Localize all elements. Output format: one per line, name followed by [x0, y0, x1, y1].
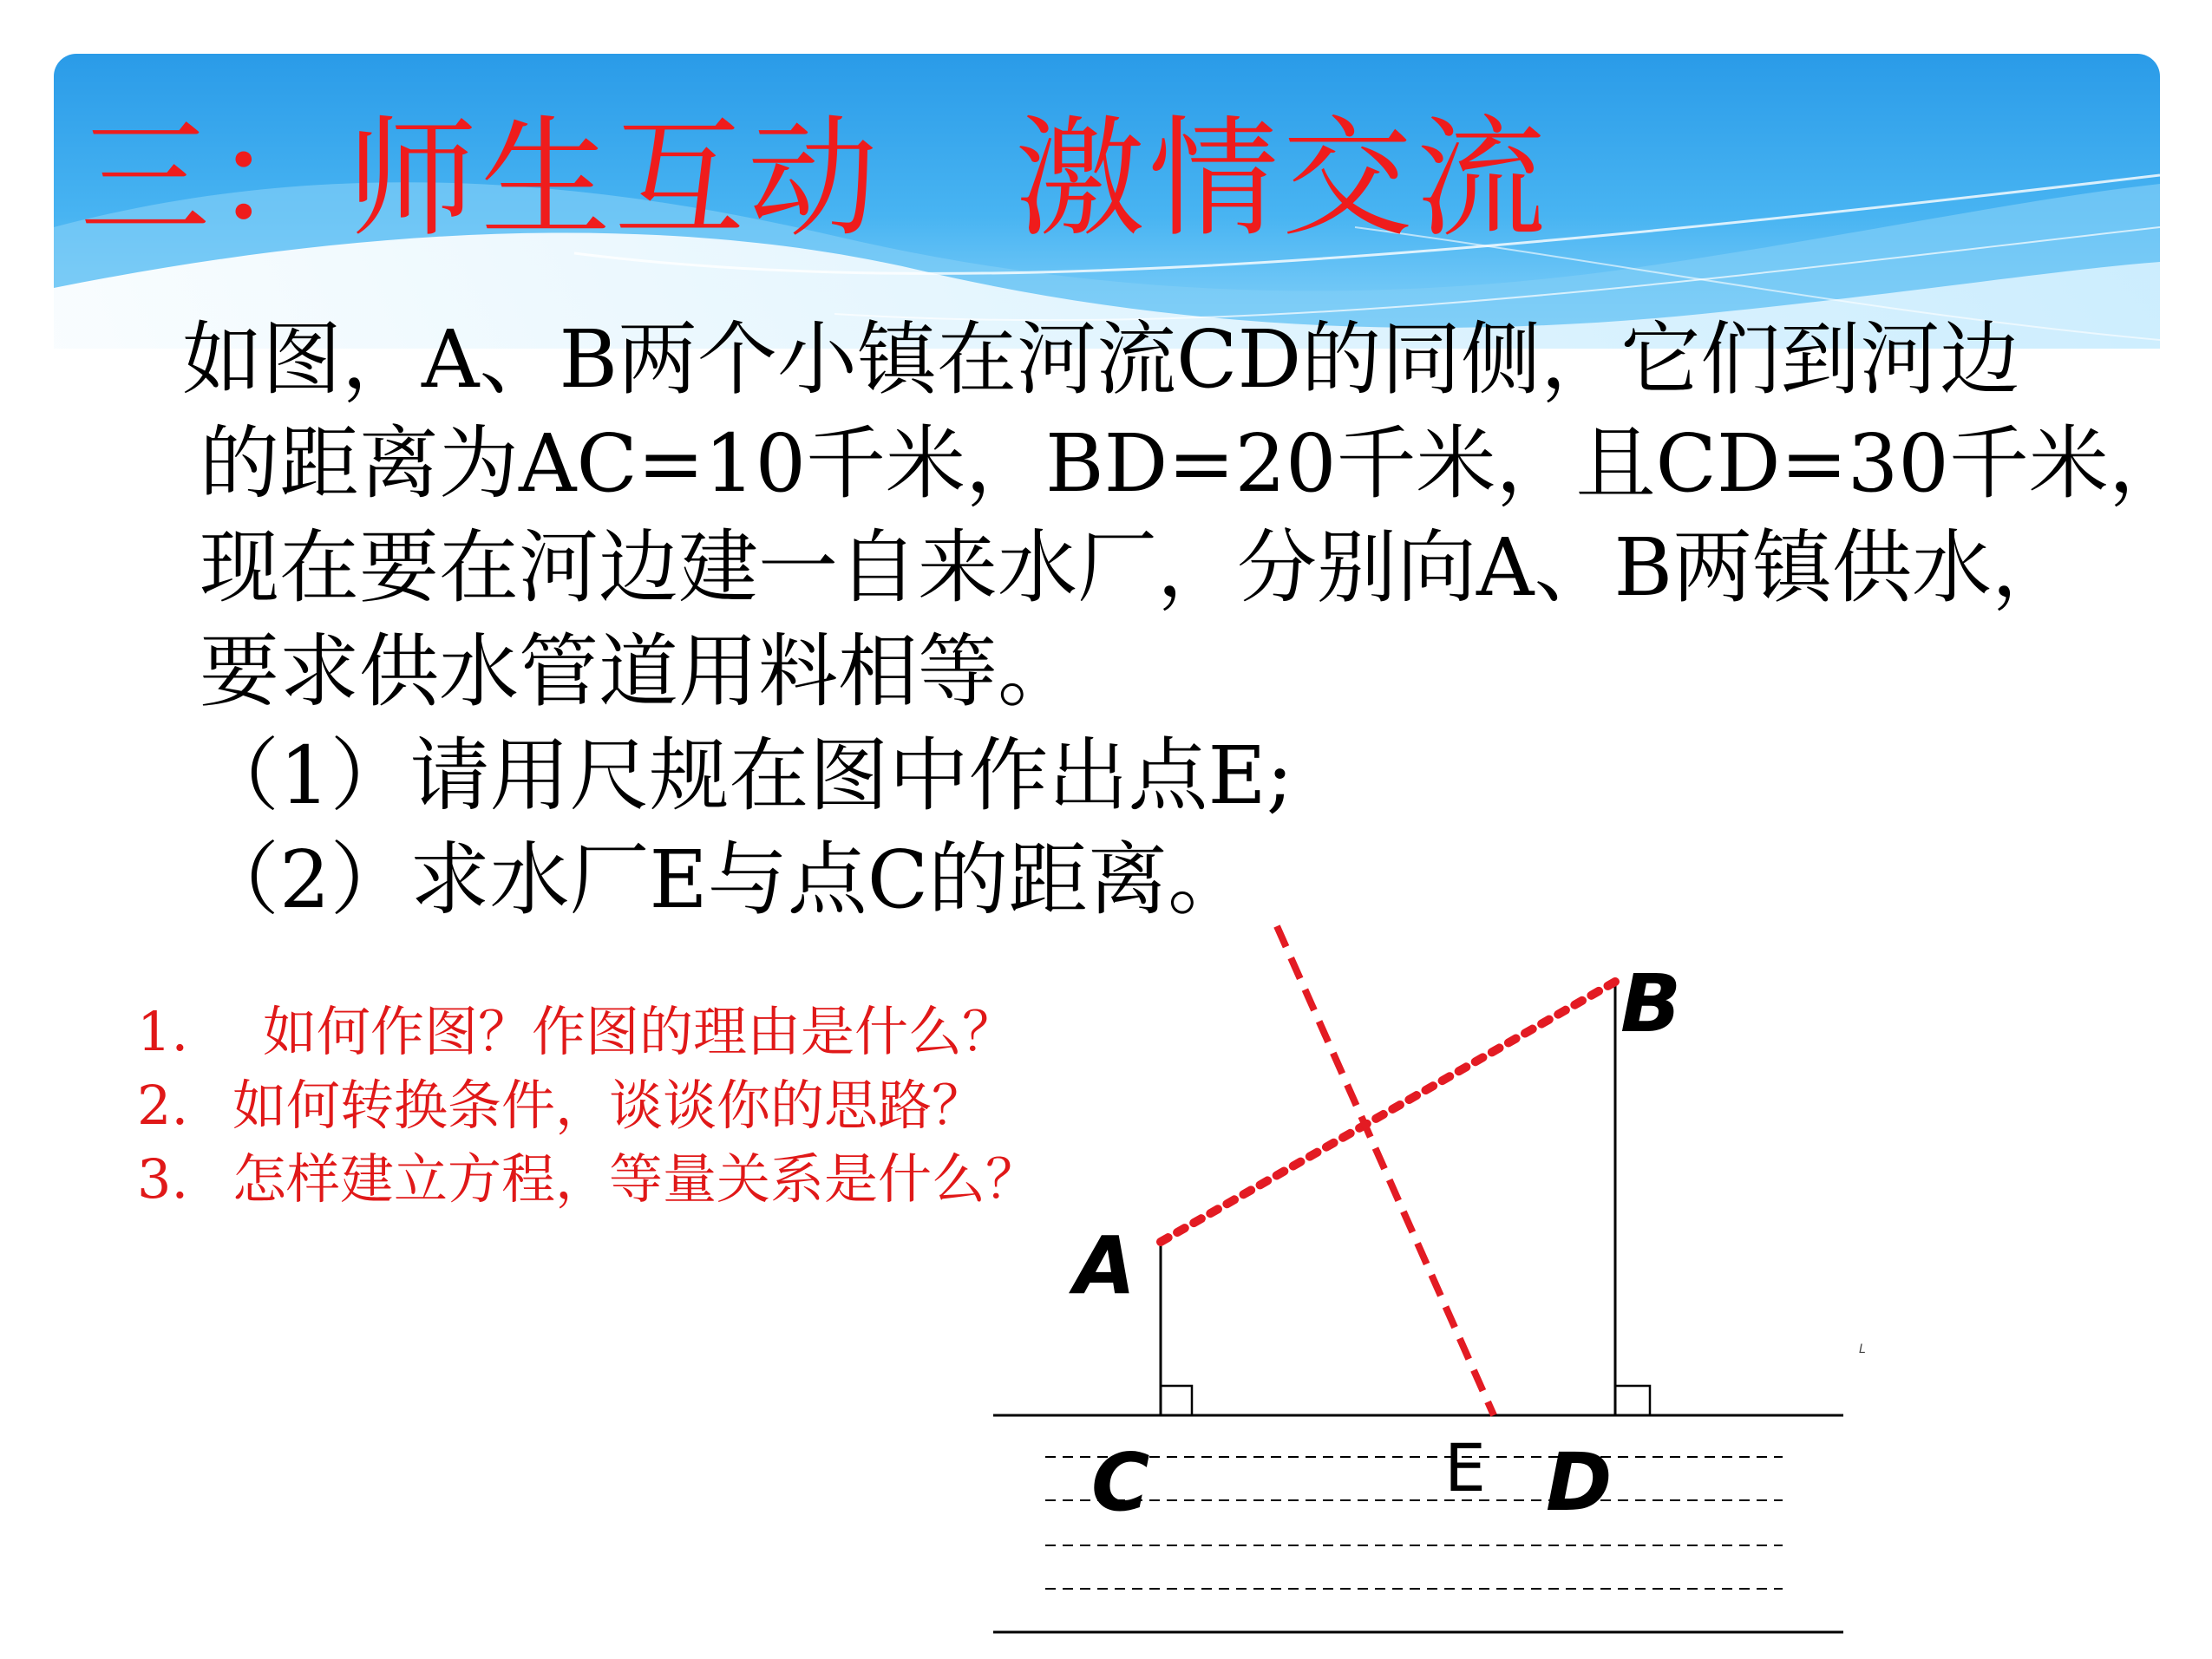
right-angle-mark-c: [1161, 1386, 1192, 1415]
question-text: 如何转换条件，谈谈你的思路？: [232, 1074, 986, 1137]
problem-line: 要求供水管道用料相等。: [200, 625, 1078, 718]
point-label-c: C: [1091, 1436, 1150, 1529]
problem-line: 的距离为AC=10千米，BD=20千米，且CD=30千米，: [200, 417, 2189, 510]
question-text: 如何作图？作图的理由是什么？: [263, 1000, 1017, 1063]
tiny-mark: L: [1859, 1342, 1866, 1356]
perpendicular-bisector-line: [1277, 926, 1494, 1415]
question-number: 1.: [137, 1000, 189, 1063]
point-label-d: D: [1546, 1436, 1613, 1529]
question-number: 3.: [137, 1147, 189, 1211]
slide-title: 三：师生互动 激情交流: [80, 104, 1550, 255]
right-angle-mark-d: [1615, 1386, 1650, 1415]
question-text: 怎样建立方程，等量关系是什么？: [232, 1147, 1040, 1211]
problem-line: 现在要在河边建一自来水厂，分别向A、B两镇供水，: [200, 521, 2072, 614]
dashed-segment-ab: [1161, 982, 1615, 1242]
problem-part-2: （2）求水厂E与点C的距离。: [200, 833, 1248, 926]
point-label-b: B: [1620, 957, 1682, 1050]
problem-part-1: （1）请用尺规在图中作出点E;: [200, 729, 1293, 822]
problem-line: 如图，A、B两个小镇在河流CD的同侧，它们到河边: [182, 313, 2020, 406]
question-number: 2.: [137, 1074, 189, 1137]
point-label-e: E: [1444, 1429, 1487, 1506]
point-label-a: A: [1074, 1219, 1136, 1312]
